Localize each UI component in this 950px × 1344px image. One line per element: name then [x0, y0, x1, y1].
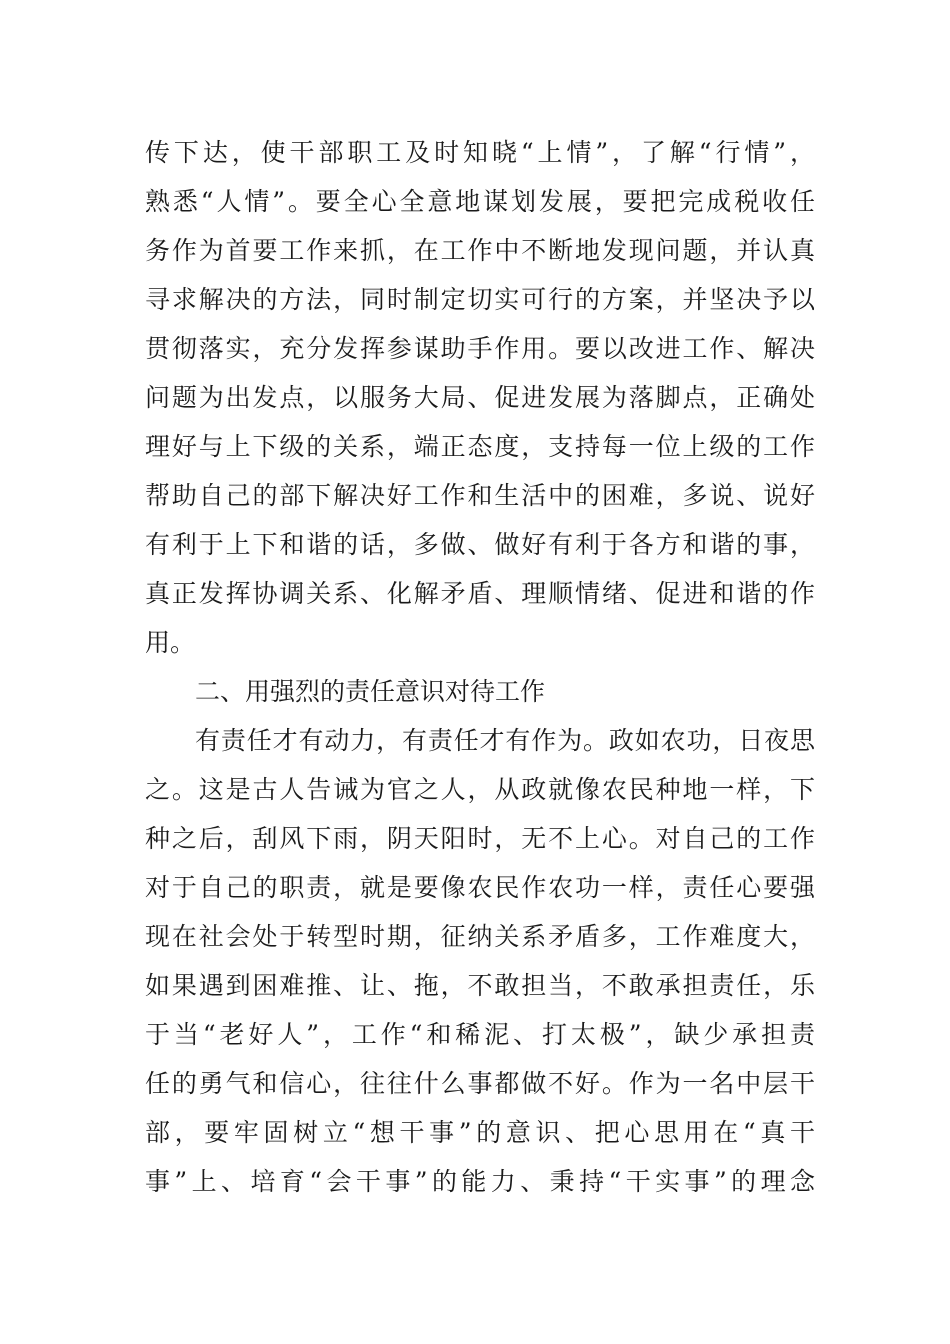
- document-body: [145, 128, 815, 1206]
- text-line: 事”上、培育“会干事”的能力、秉持“干实事”的理念: [145, 1167, 815, 1196]
- text-line: 部，要牢固树立“想干事”的意识、把心思用在“真干: [145, 1118, 815, 1147]
- text-line: 真正发挥协调关系、化解矛盾、理顺情绪、促进和谐的作: [145, 579, 815, 608]
- text-line: 贯彻落实，充分发挥参谋助手作用。要以改进工作、解决: [145, 334, 815, 363]
- text-line: 对于自己的职责，就是要像农民作农功一样，责任心要强: [145, 873, 815, 902]
- section-heading: 二、用强烈的责任意识对待工作: [195, 677, 546, 706]
- text-line: 传下达，使干部职工及时知晓“上情”，了解“行情”，: [145, 138, 815, 167]
- text-line: 帮助自己的部下解决好工作和生活中的困难，多说、说好: [145, 481, 815, 510]
- text-line: 务作为首要工作来抓，在工作中不断地发现问题，并认真: [145, 236, 815, 265]
- text-line: 之。这是古人告诫为官之人，从政就像农民种地一样，下: [145, 775, 815, 804]
- text-line: 现在社会处于转型时期，征纳关系矛盾多，工作难度大，: [145, 922, 815, 951]
- text-line: 问题为出发点，以服务大局、促进发展为落脚点，正确处: [145, 383, 815, 412]
- text-line: 用。: [145, 628, 196, 657]
- text-line: 于当“老好人”，工作“和稀泥、打太极”，缺少承担责: [145, 1020, 815, 1049]
- text-line: 有利于上下和谐的话，多做、做好有利于各方和谐的事，: [145, 530, 815, 559]
- text-line: 理好与上下级的关系，端正态度，支持每一位上级的工作: [145, 432, 815, 461]
- text-line: 任的勇气和信心，往往什么事都做不好。作为一名中层干: [145, 1069, 815, 1098]
- text-line: 种之后，刮风下雨，阴天阳时，无不上心。对自己的工作: [145, 824, 815, 853]
- text-line: 寻求解决的方法，同时制定切实可行的方案，并坚决予以: [145, 285, 815, 314]
- text-line: 熟悉“人情”。要全心全意地谋划发展，要把完成税收任: [145, 187, 815, 216]
- text-line: 有责任才有动力，有责任才有作为。政如农功，日夜思: [195, 726, 815, 755]
- text-line: 如果遇到困难推、让、拖，不敢担当，不敢承担责任，乐: [145, 971, 815, 1000]
